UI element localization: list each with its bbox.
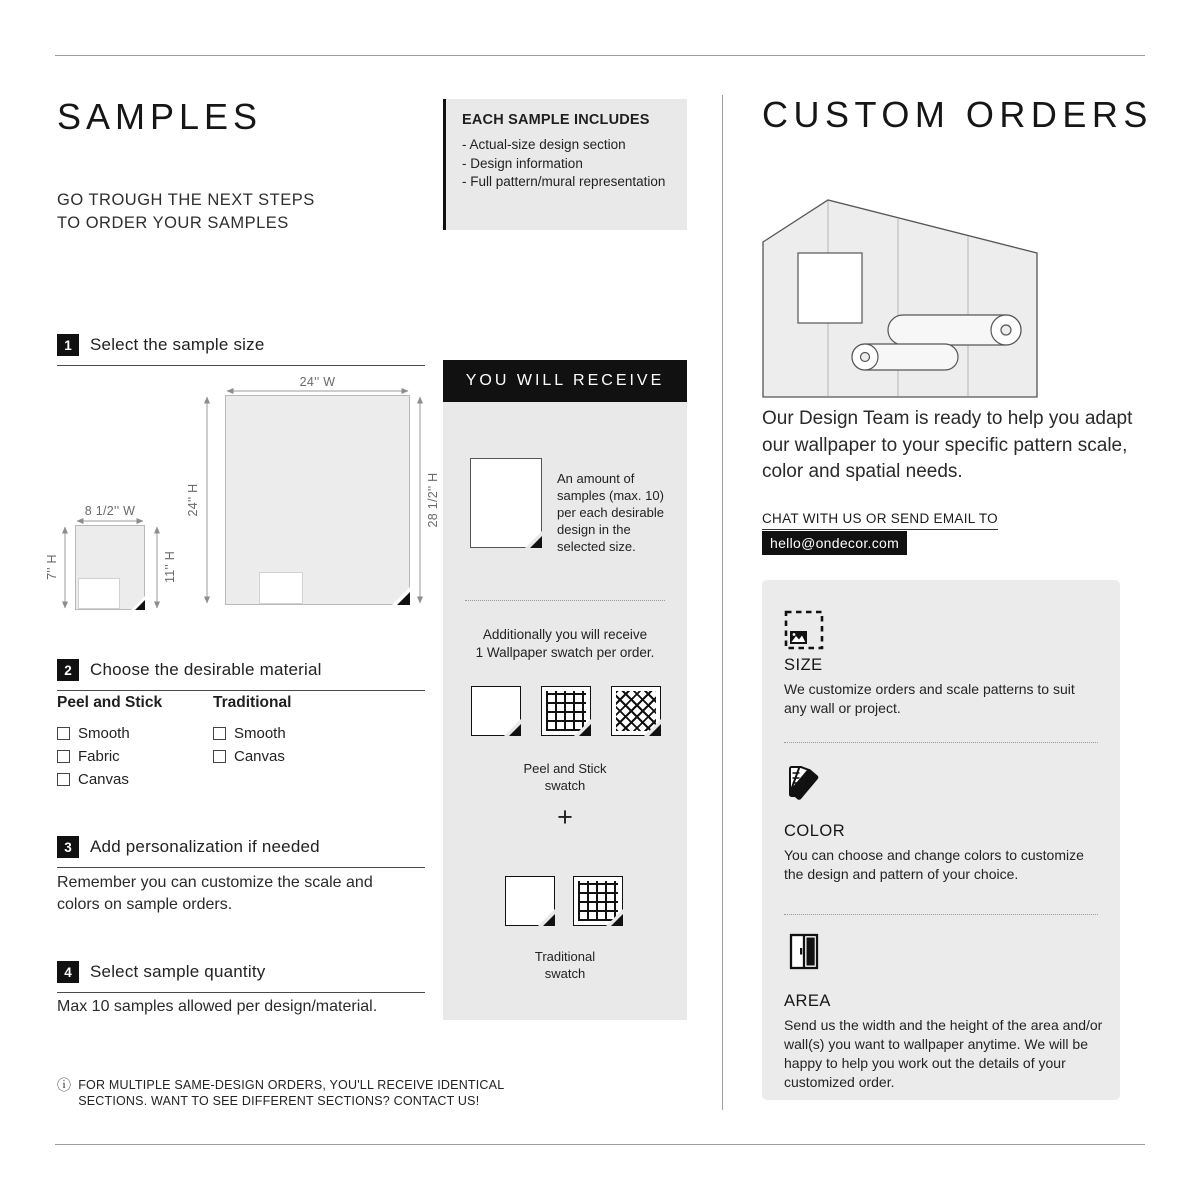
house-illustration-svg [760,196,1040,401]
includes-title: EACH SAMPLE INCLUDES [462,112,650,128]
option-label: Fabric [78,748,120,765]
small-sample-rect [75,525,145,610]
option-label: Smooth [234,725,286,742]
traditional-swatch-label [443,948,687,982]
small-width-label: 8 1/2'' W [84,504,136,518]
material-option-fabric [57,745,162,768]
customization-card [762,580,1120,1100]
large-right-height-label: 28 1/2'' H [426,472,440,528]
large-sample-rect [225,395,410,605]
bullet: - [462,174,467,189]
footnote [57,1078,537,1109]
plain-swatch-icon [505,876,555,926]
large-left-height-label: 24'' H [186,483,200,517]
grid-swatch-icon [573,876,623,926]
plus-sign: + [557,802,573,832]
folded-corner-icon [509,724,521,736]
area-card-text: Send us the width and the height of the area and/or wall(s) you want to wallpaper anytime. We will be happy to help you work out the details of your customized order. [784,1017,1103,1090]
step-4-number: 4 [57,961,79,983]
sample-sheet-icon [470,458,542,548]
additional-text [443,626,687,661]
material-option-canvas [57,768,162,791]
checkbox[interactable] [213,750,226,763]
checkbox[interactable] [57,727,70,740]
top-divider [55,55,1145,56]
you-will-receive-panel [443,360,687,1020]
checkbox[interactable] [213,727,226,740]
includes-item-text: Actual-size design section [469,137,626,152]
material-option-smooth [213,722,291,745]
step-2-number: 2 [57,659,79,681]
includes-item-text: Full pattern/mural representation [470,174,666,189]
custom-intro-text: Our Design Team is ready to help you adapt our wallpaper to your specific pattern scale, color and spatial needs. [762,408,1133,482]
custom-orders-title: CUSTOM ORDERS [762,94,1153,135]
folded-corner-icon [543,914,555,926]
peel-swatch-label [443,760,687,794]
step-3-number: 3 [57,836,79,858]
bottom-divider [55,1144,1145,1145]
small-sample-section [78,578,120,609]
samples-amount-text: An amount of samples (max. 10) per each desirable design in the selected size. [557,471,664,554]
checkbox[interactable] [57,773,70,786]
folded-corner-icon [135,600,145,610]
traditional-title: Traditional [213,694,292,711]
traditional-swatch-label-line1: Traditional [534,949,596,964]
folded-corner-icon [579,724,591,736]
checkbox[interactable] [57,750,70,763]
step-3-label: Add personalization if needed [90,837,320,856]
additional-text-line1: Additionally you will receive [482,627,648,642]
image-size-icon [784,610,824,655]
size-card-title: SIZE [784,656,823,674]
crosshatch-swatch-icon [611,686,661,736]
grid-swatch-icon [541,686,591,736]
step-1-header [57,334,425,366]
sample-size-diagram [40,372,440,622]
bullet: - [462,137,467,152]
color-card-text: You can choose and change colors to customize the design and pattern of your choice. [784,847,1084,882]
quantity-note: Max 10 samples allowed per design/material. [57,998,378,1015]
peel-and-stick-title: Peel and Stick [57,694,163,711]
samples-title: SAMPLES [57,96,263,137]
folded-corner-icon [397,592,410,605]
wallpaper-wall-illustration [760,196,1040,406]
additional-text-line2: 1 Wallpaper swatch per order. [475,644,655,660]
size-card-text: We customize orders and scale patterns to suit any wall or project. [784,681,1075,716]
samples-intro [57,189,315,235]
step-4-header [57,961,425,993]
small-right-height-label: 11'' H [163,550,177,584]
color-swatches-icon [784,763,824,808]
email-link[interactable]: hello@ondecor.com [762,531,907,555]
vertical-divider [722,95,723,1110]
includes-item [462,173,673,192]
samples-intro-line2: TO ORDER YOUR SAMPLES [57,214,289,232]
includes-item [462,136,673,155]
area-card-title: AREA [784,992,831,1010]
includes-item [462,155,673,174]
folded-corner-icon [611,914,623,926]
large-sample-section [259,572,303,604]
footnote-text: FOR MULTIPLE SAME-DESIGN ORDERS, YOU'LL RECEIVE IDENTICAL SECTIONS. WANT TO SEE DIFFERENT SECTIONS? CONTACT US! [78,1078,504,1108]
step-4-label: Select sample quantity [90,962,266,981]
traditional-swatch-label-line2: swatch [544,966,586,981]
folded-corner-icon [649,724,661,736]
dotted-divider [784,742,1098,743]
material-option-smooth [57,722,162,745]
plain-swatch-icon [471,686,521,736]
material-option-canvas [213,745,291,768]
personalization-note: Remember you can customize the scale and colors on sample orders. [57,874,373,913]
color-card-title: COLOR [784,822,846,840]
option-label: Canvas [78,771,129,788]
contact-label: CHAT WITH US OR SEND EMAIL TO [762,511,998,530]
dotted-divider [465,600,665,601]
large-width-label: 24'' W [299,375,336,389]
option-label: Smooth [78,725,130,742]
includes-item-text: Design information [470,155,583,171]
small-left-height-label: 7'' H [45,554,59,580]
receive-header: YOU WILL RECEIVE [443,360,687,402]
each-sample-includes-box [443,99,687,230]
peel-swatch-label-line2: swatch [544,778,586,793]
wall-area-icon [784,932,824,977]
info-icon: ⓘ [57,1077,72,1093]
step-1-number: 1 [57,334,79,356]
step-2-header [57,659,425,691]
peel-and-stick-column [57,694,162,791]
traditional-column [213,694,291,768]
samples-intro-line1: GO TROUGH THE NEXT STEPS [57,191,315,209]
folded-corner-icon [530,536,542,548]
step-1-label: Select the sample size [90,335,265,354]
dotted-divider [784,914,1098,915]
peel-swatch-label-line1: Peel and Stick [523,761,607,776]
bullet: - [462,155,467,171]
option-label: Canvas [234,748,285,765]
step-2-label: Choose the desirable material [90,660,322,679]
step-3-header [57,836,425,868]
